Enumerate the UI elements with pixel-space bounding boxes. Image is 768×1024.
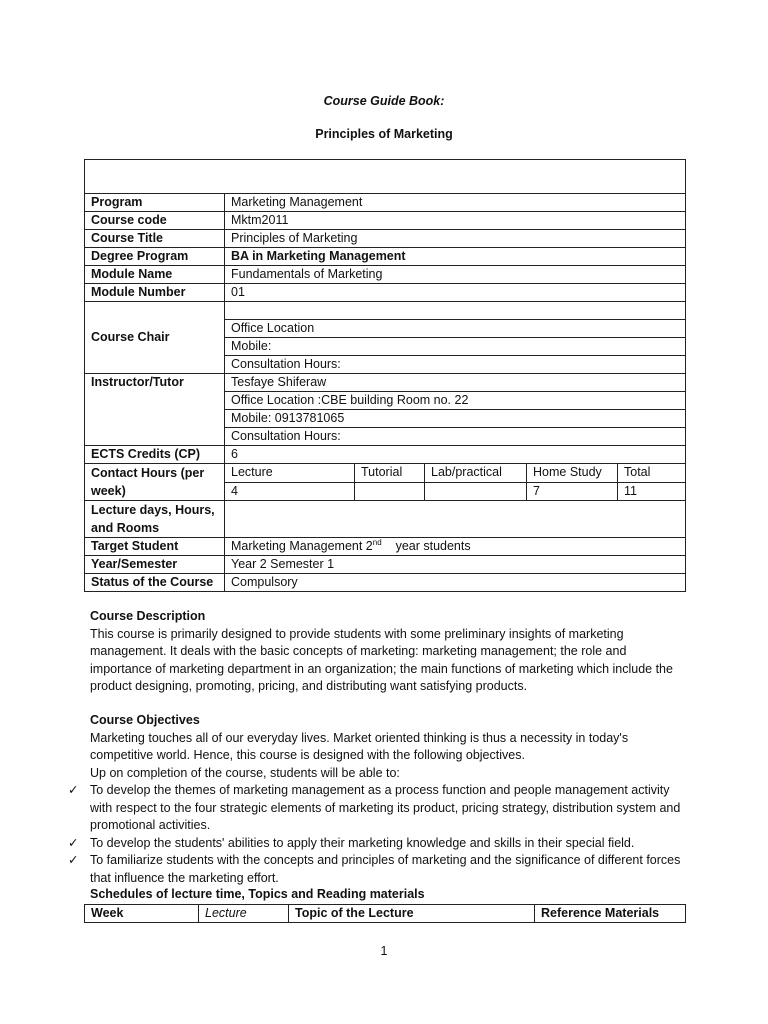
course-description-text: This course is primarily designed to provide students with some preliminary insights of marketing management. It deals with the basic concepts of marketing: marketing management; the role and importance of marketing department in an organization; the main functions of marketing which include the product designing, promoting, pricing, and distributing want satisfying products. — [90, 626, 673, 693]
program-value: Marketing Management — [225, 194, 686, 212]
ordinal-suffix: nd — [372, 537, 382, 547]
list-item — [68, 835, 688, 853]
table-row — [85, 194, 686, 212]
course-code-label: Course code — [85, 212, 225, 230]
contact-value-total: 11 — [618, 482, 686, 501]
table-row — [85, 464, 686, 483]
course-objectives-text: Marketing touches all of our everyday lives. Market oriented thinking is thus a necessity in today's competitive world. Hence, this course is designed with the following objectives. — [90, 730, 629, 762]
list-item — [68, 782, 688, 835]
lecture-days-value — [225, 501, 686, 538]
contact-header-home-study: Home Study — [527, 464, 618, 483]
list-item — [68, 852, 688, 887]
table-row — [85, 230, 686, 248]
degree-program-value: BA in Marketing Management — [225, 248, 686, 266]
instructor-mobile: Mobile: 0913781065 — [225, 410, 686, 428]
year-semester-value: Year 2 Semester 1 — [225, 556, 686, 574]
schedule-heading: Schedules of lecture time, Topics and Reading materials — [90, 887, 425, 901]
checkmark-icon: ✓ — [68, 835, 79, 850]
course-title-label: Course Title — [85, 230, 225, 248]
contact-hours-label: Contact Hours (per week) — [85, 464, 225, 501]
target-student-text: Marketing Management 2 — [231, 539, 373, 553]
course-info-table — [84, 159, 686, 592]
lecture-days-label: Lecture days, Hours, and Rooms — [85, 501, 225, 538]
objective-text: To develop the themes of marketing management as a process function and people management activity with respect to the four strategic elements of marketing its product, pricing strategy, distribution system and promotional activities. — [90, 783, 681, 832]
module-number-label: Module Number — [85, 284, 225, 302]
table-row — [85, 538, 686, 556]
instructor-office-location: Office Location :CBE building Room no. 22 — [225, 392, 686, 410]
module-number-value: 01 — [225, 284, 686, 302]
contact-header-lab: Lab/practical — [425, 464, 527, 483]
course-name-heading: Principles of Marketing — [315, 127, 453, 141]
table-row — [85, 212, 686, 230]
course-objectives-heading: Course Objectives — [90, 713, 200, 727]
table-row — [85, 501, 686, 538]
target-student-label: Target Student — [85, 538, 225, 556]
table-header-blank-row — [85, 160, 686, 194]
contact-value-lab — [425, 482, 527, 501]
status-label: Status of the Course — [85, 574, 225, 592]
instructor-consultation-hours: Consultation Hours: — [225, 428, 686, 446]
checkmark-icon: ✓ — [68, 783, 79, 797]
table-row — [85, 556, 686, 574]
document-title: Course Guide Book: — [323, 94, 445, 108]
objectives-intro: Up on completion of the course, students will be able to: — [90, 765, 400, 780]
table-row — [85, 446, 686, 464]
schedule-header-reference: Reference Materials — [535, 905, 686, 923]
target-student-value — [225, 538, 686, 556]
module-name-value: Fundamentals of Marketing — [225, 266, 686, 284]
schedule-table — [84, 904, 686, 923]
table-row — [85, 266, 686, 284]
checkmark-icon: ✓ — [68, 853, 79, 867]
page-number: 1 — [380, 944, 388, 958]
table-row — [85, 248, 686, 266]
target-student-suffix: year students — [395, 539, 471, 553]
table-row — [85, 574, 686, 592]
course-code-value: Mktm2011 — [225, 212, 686, 230]
status-value: Compulsory — [225, 574, 686, 592]
course-title-value: Principles of Marketing — [225, 230, 686, 248]
module-name-label: Module Name — [85, 266, 225, 284]
ects-value: 6 — [225, 446, 686, 464]
course-description-section — [90, 608, 690, 696]
objective-text: To develop the students' abilities to apply their marketing knowledge and skills in their special field. — [90, 835, 635, 850]
chair-office-location: Office Location — [225, 320, 686, 338]
schedule-header-lecture: Lecture — [199, 905, 289, 923]
course-description-heading: Course Description — [90, 609, 206, 623]
objective-text: To familiarize students with the concepts and principles of marketing and the significance of different forces that influence the marketing effort. — [90, 853, 681, 885]
degree-program-label: Degree Program — [85, 248, 225, 266]
program-label: Program — [85, 194, 225, 212]
schedule-header-week: Week — [85, 905, 199, 923]
contact-value-home-study: 7 — [527, 482, 618, 501]
instructor-name: Tesfaye Shiferaw — [225, 374, 686, 392]
contact-header-tutorial: Tutorial — [355, 464, 425, 483]
table-row — [85, 374, 686, 392]
chair-consultation-hours: Consultation Hours: — [225, 356, 686, 374]
table-row — [85, 284, 686, 302]
course-chair-name — [225, 302, 686, 320]
contact-header-total: Total — [618, 464, 686, 483]
contact-value-tutorial — [355, 482, 425, 501]
chair-mobile: Mobile: — [225, 338, 686, 356]
table-row — [85, 302, 686, 320]
year-semester-label: Year/Semester — [85, 556, 225, 574]
instructor-label: Instructor/Tutor — [85, 374, 225, 446]
ects-label: ECTS Credits (CP) — [85, 446, 225, 464]
schedule-header-topic: Topic of the Lecture — [289, 905, 535, 923]
contact-header-lecture: Lecture — [225, 464, 355, 483]
objectives-list — [68, 782, 688, 887]
table-row — [85, 905, 686, 923]
course-objectives-section — [90, 712, 690, 782]
contact-value-lecture: 4 — [225, 482, 355, 501]
course-chair-label: Course Chair — [85, 302, 225, 374]
